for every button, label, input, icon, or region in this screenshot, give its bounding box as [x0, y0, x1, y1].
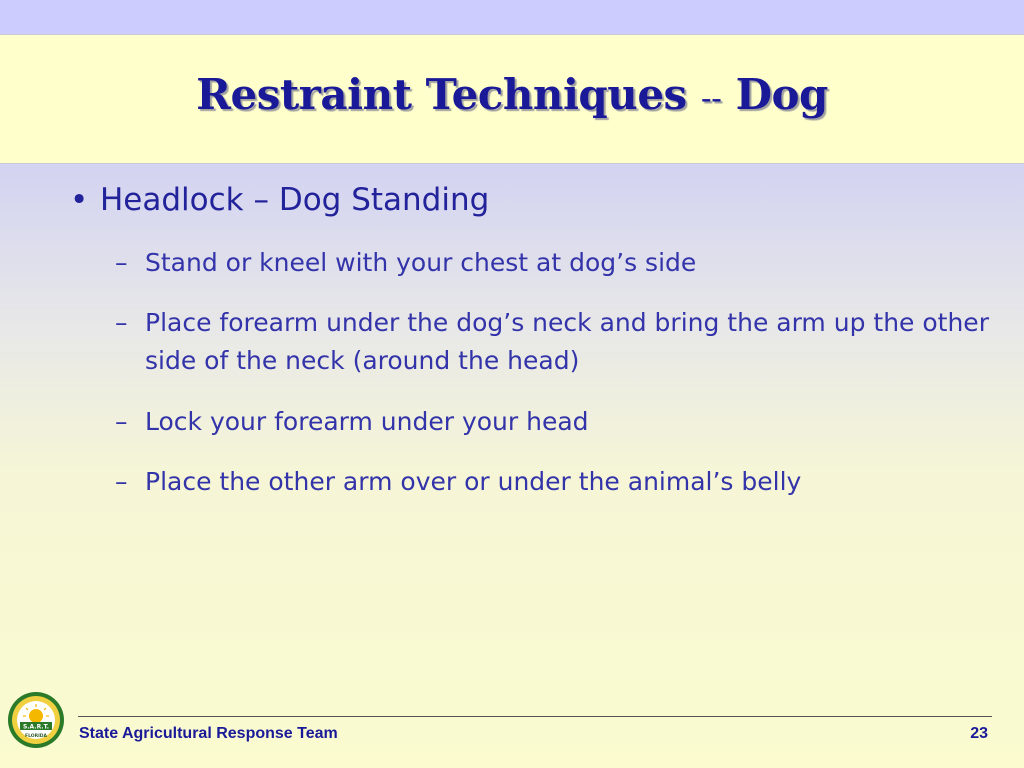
- main-bullet: [70, 180, 489, 220]
- title-end: Dog: [735, 70, 828, 119]
- sub-bullet-dash: –: [115, 467, 128, 496]
- bullet-symbol: •: [70, 182, 89, 218]
- sub-bullet-text: Stand or kneel with your chest at dog’s side: [145, 248, 697, 277]
- sub-bullet-dash: –: [115, 308, 128, 337]
- title-separator: --: [700, 79, 722, 117]
- sub-bullet: [115, 463, 1005, 501]
- sub-bullet-dash: –: [115, 248, 128, 277]
- title-main: Restraint Techniques: [196, 70, 687, 119]
- sub-bullet-text: Lock your forearm under your head: [145, 407, 589, 436]
- sub-bullet: [115, 403, 1005, 441]
- main-bullet-text: Headlock – Dog Standing: [100, 182, 490, 218]
- page-number: 23: [970, 725, 988, 742]
- sub-bullet: [115, 244, 1005, 282]
- sub-bullet: [115, 304, 1005, 380]
- logo-text: S.A.R.T.: [22, 723, 50, 731]
- sub-bullet-text: Place forearm under the dog’s neck and bring the arm up the other side of the neck (around the head): [145, 308, 989, 375]
- sart-seal-icon: [6, 690, 66, 750]
- logo-subtext: FLORIDA: [25, 734, 47, 739]
- footer-org: State Agricultural Response Team: [79, 725, 338, 742]
- footer-divider: [78, 716, 992, 717]
- sub-bullet-text: Place the other arm over or under the animal’s belly: [145, 467, 802, 496]
- slide-title: [0, 70, 1024, 119]
- sub-bullet-dash: –: [115, 407, 128, 436]
